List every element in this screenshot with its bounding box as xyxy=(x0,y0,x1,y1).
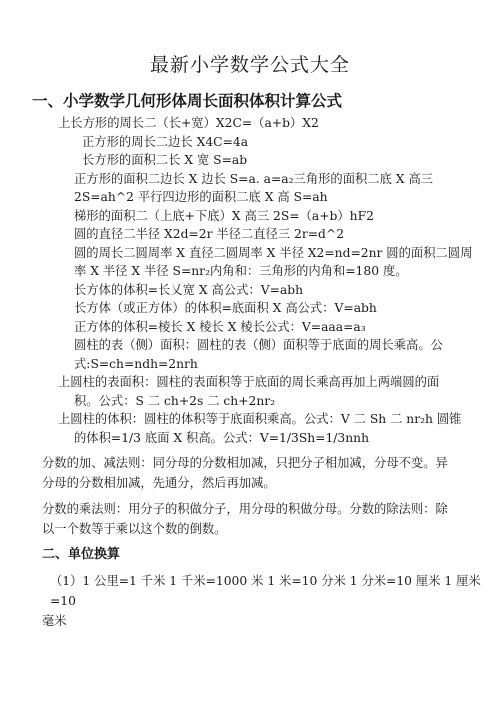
formula-line: 梯形的面积二（上底+下底）X 高三 2S=（a+b）hF2 xyxy=(74,208,374,223)
formula-line: 长方体（或正方体）的体积=底面积 X 高公式：V=abh xyxy=(74,301,377,315)
formula-line: 上圆柱的表面积：圆柱的表面积等于底面的周长乘高再加上两端圆的面 xyxy=(58,375,440,389)
formula-line: 积。公式：S 二 ch+2s 二 ch+2nr₂ xyxy=(74,393,276,408)
formula-line: 圆的直径二半径 X2d=2r 半径二直径三 2r=d^2 xyxy=(74,227,345,241)
formula-line: 2S=ah^2 平行四边形的面积二底 X 高 S=ah xyxy=(74,190,328,204)
formula-line: 上圆柱的体积：圆柱的体积等于底面积乘高。公式：V 二 Sh 二 nr₂h 圆锥 xyxy=(58,412,462,426)
document-title: 最新小学数学公式大全 xyxy=(149,54,350,76)
formula-line: 圆柱的表（侧）面积：圆柱的表（侧）面积等于底面的周长乘高。公 xyxy=(74,338,443,352)
fraction-multiply-rule-line: 分数的乘法则：用分子的积做分子，用分母的积做分母。分数的除法则：除 xyxy=(42,502,448,516)
unit-conversion-line: 毫米 xyxy=(42,614,67,628)
document-body xyxy=(0,114,500,631)
formula-line: 正方形的周长二边长 X4C=4a xyxy=(82,134,249,149)
formula-line: 的体积=1/3 底面 X 积高。公式：V=1/3Sh=1/3nnh xyxy=(74,430,370,445)
formula-line: 圆的周长二圆周率 X 直径二圆周率 X 半径 X2=nd=2nr 圆的面积二圆周 xyxy=(74,245,473,260)
section-heading-units: 二、单位换算 xyxy=(42,547,121,562)
formula-line: 式:S=ch=ndh=2nrh xyxy=(74,356,198,371)
fraction-add-rule-line: 分数的加、减法则：同分母的分数相加减，只把分子相加减，分母不变。异 xyxy=(42,456,448,470)
fraction-multiply-rule-line: 以一个数等于乘以这个数的倒数。 xyxy=(42,522,227,536)
formula-line: 正方体的体积=棱长 X 棱长 X 棱长公式：V=aaa=a₃ xyxy=(74,319,366,334)
fraction-add-rule-line: 分母的分数相加减，先通分，然后再加减。 xyxy=(42,476,276,490)
formula-line: 率 X 半径 X 半径 S=nr₂内角和：三角形的内角和=180 度。 xyxy=(74,264,408,278)
section-heading-geometry: 一、小学数学几何形体周长面积体积计算公式 xyxy=(32,91,343,110)
formula-line: 正方形的面积二边长 X 边长 S=a. a=a₂三角形的面积二底 X 高三 xyxy=(74,171,434,186)
unit-conversion-line: （1）1 公里=1 千米 1 千米=1000 米 1 米=10 分米 1 分米=10 厘米 1 厘米=10 xyxy=(50,574,481,608)
formula-line: 长方形的面积二长 X 宽 S=ab xyxy=(82,153,248,167)
formula-line: 上长方形的周长二（长+宽）X2C=（a+b）X2 xyxy=(58,116,319,130)
formula-line: 长方体的体积=长乂宽 X 高公式：V=abh xyxy=(74,282,304,297)
